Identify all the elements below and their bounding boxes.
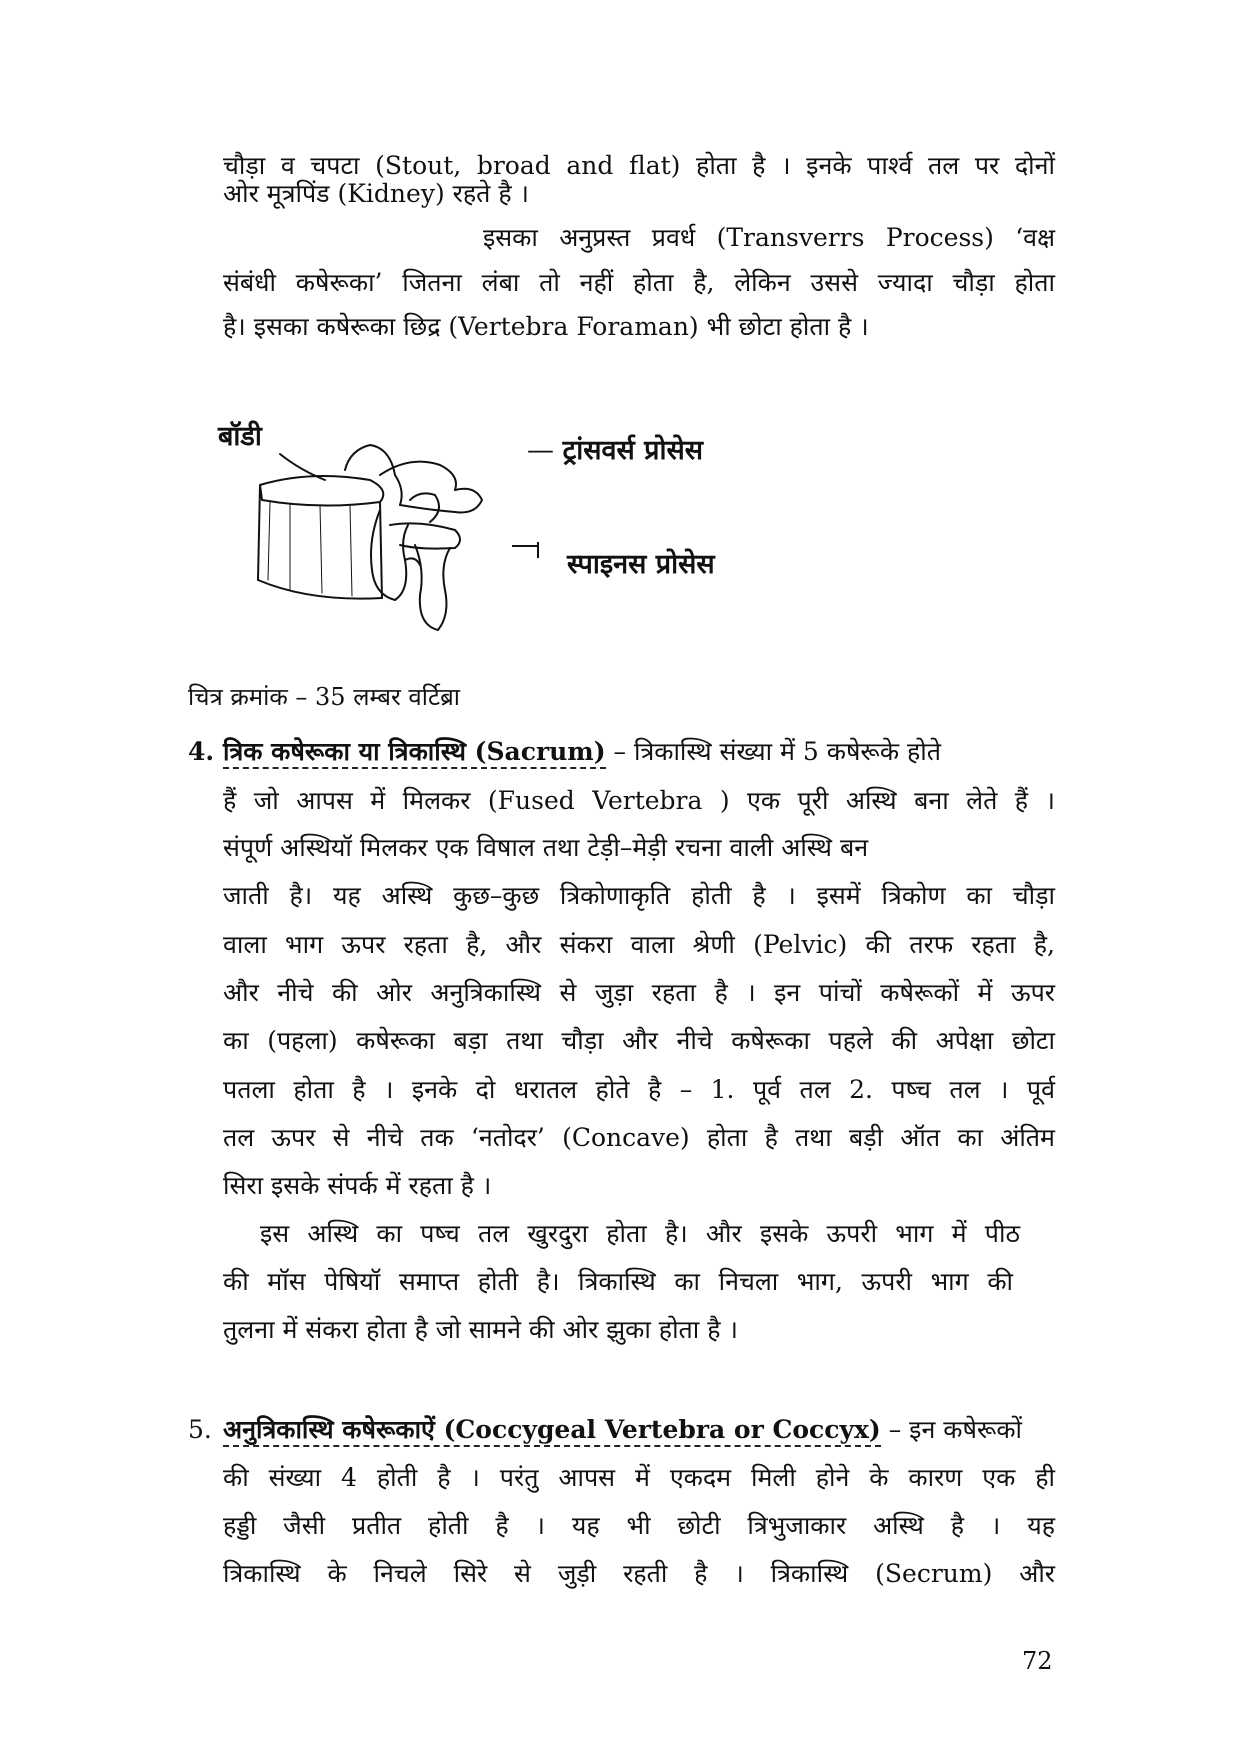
lumbar-vertebra-drawing <box>250 430 550 650</box>
intro-line-1: चौड़ा व चपटा (Stout, broad and flat) होता है । इनके पार्श्व तल पर दोनों <box>223 151 1055 180</box>
intro-line-4: संबंधी कषेरूका’ जितना लंबा तो नहीं होता है, लेकिन उससे ज्यादा चौड़ा होता <box>223 268 1055 297</box>
section4-para2-line-1: इस अस्थि का पष्च तल खुरदुरा होता है। और इसके ऊपरी भाग में पीठ <box>260 1219 1020 1248</box>
section4-line-8: तल ऊपर से नीचे तक ‘नतोदर’ (Concave) होता है तथा बड़ी ऑत का अंतिम <box>223 1123 1055 1152</box>
section4-para2-line-3: तुलना में संकरा होता है जो सामने की ओर झुका होता है । <box>223 1315 738 1344</box>
section5-line-2: हड्डी जैसी प्रतीत होती है । यह भी छोटी त्रिभुजाकार अस्थि है । यह <box>223 1511 1055 1540</box>
figure-label-body: बॉडी <box>218 421 262 452</box>
figure-label-spinous: स्पाइनस प्रोसेस <box>567 549 715 580</box>
section4-line-7: पतला होता है । इनके दो धरातल होते है – 1. पूर्व तल 2. पष्च तल । पूर्व <box>223 1075 1055 1104</box>
section4-line-9: सिरा इसके संपर्क में रहता है । <box>223 1171 492 1200</box>
intro-line-3: इसका अनुप्रस्त प्रवर्ध (Transverrs Process) ‘वक्ष <box>483 223 1055 252</box>
section4-first-line-rest: – त्रिकास्थि संख्या में 5 कषेरूके होते <box>613 737 941 766</box>
section4-title: त्रिक कषेरूका या त्रिकास्थि (Sacrum) <box>223 737 606 769</box>
section4-line-6: का (पहला) कषेरूका बड़ा तथा चौड़ा और नीचे कषेरूका पहले की अपेक्षा छोटा <box>223 1026 1055 1055</box>
section5-line-3: त्रिकास्थि के निचले सिरे से जुड़ी रहती है । त्रिकास्थि (Secrum) और <box>223 1559 1055 1588</box>
page-number: 72 <box>1022 1647 1053 1675</box>
intro-line-5: है। इसका कषेरूका छिद्र (Vertebra Foraman) भी छोटा होता है । <box>223 312 869 341</box>
figure-label-transverse: — ट्रांसवर्स प्रोसेस <box>527 435 703 466</box>
section5-title: अनुत्रिकास्थि कषेरूकाऐं (Coccygeal Vertebra or Coccyx) <box>223 1415 881 1447</box>
section4-line-2: संपूर्ण अस्थियॉ मिलकर एक विषाल तथा टेड़ी–मेड़ी रचना वाली अस्थि बन <box>223 833 869 862</box>
section5-first-line-rest: – इन कषेरूकों <box>888 1415 1023 1444</box>
section4-line-4: वाला भाग ऊपर रहता है, और संकरा वाला श्रेणी (Pelvic) की तरफ रहता है, <box>223 930 1055 959</box>
section5-first-line <box>223 1412 1055 1448</box>
spinous-pointer <box>510 540 540 560</box>
section5-number: 5. <box>188 1415 212 1444</box>
section4-number: 4. <box>188 737 215 766</box>
section4-para2-line-2: की मॉस पेषियॉ समाप्त होती है। त्रिकास्थि का निचला भाग, ऊपरी भाग की <box>223 1267 1013 1296</box>
section4-line-5: और नीचे की ओर अनुत्रिकास्थि से जुड़ा रहता है । इन पांचों कषेरूकों में ऊपर <box>223 978 1055 1007</box>
section4-first-line <box>223 734 1055 770</box>
intro-line-2: ओर मूत्रपिंड (Kidney) रहते है । <box>223 179 530 208</box>
figure-caption: चित्र क्रमांक – 35 लम्बर वर्टिब्रा <box>188 683 460 711</box>
section4-line-3: जाती है। यह अस्थि कुछ–कुछ त्रिकोणाकृति होती है । इसमें त्रिकोण का चौड़ा <box>223 881 1055 910</box>
section4-line-1: हैं जो आपस में मिलकर (Fused Vertebra ) एक पूरी अस्थि बना लेते हैं । <box>223 786 1055 815</box>
section5-line-1: की संख्या 4 होती है । परंतु आपस में एकदम मिली होने के कारण एक ही <box>223 1463 1055 1492</box>
